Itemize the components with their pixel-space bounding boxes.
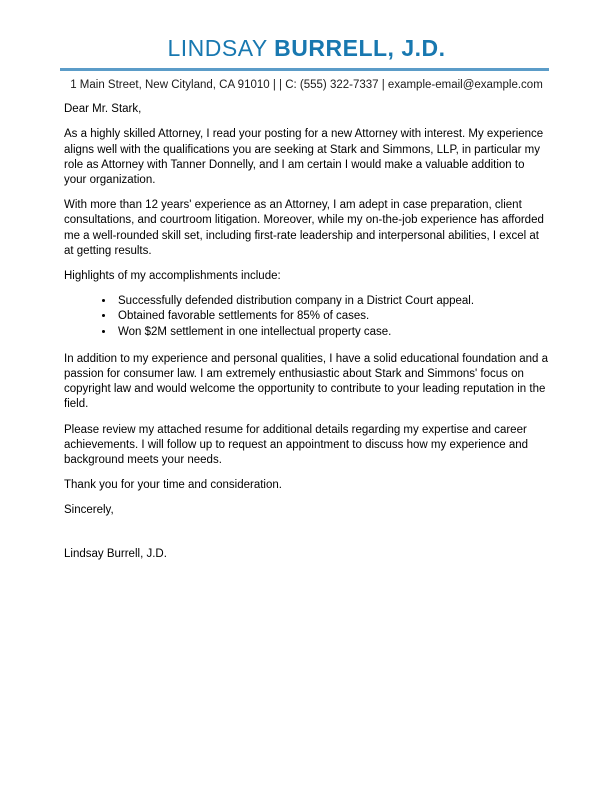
list-item: • Obtained favorable settlements for 85% of cases. <box>115 309 549 324</box>
paragraph-education: In addition to my experience and personal qualities, I have a solid educational foundation and a passion for consumer law. I am extremely enthusiastic about Stark and Simmons' focus on copyright law and would welcome the opportunity to contribute to your leading reputation in the field. <box>64 352 548 411</box>
letter-header <box>64 34 549 93</box>
contact-line: 1 Main Street, New Cityland, CA 91010 | | C: (555) 322-7337 | example-email@example.com <box>70 79 543 91</box>
last-name-suffix: BURRELL, J.D. <box>274 35 446 61</box>
list-item: • Successfully defended distribution company in a District Court appeal. <box>115 294 549 309</box>
signature-name: Lindsay Burrell, J.D. <box>64 547 167 560</box>
paragraph-intro: As a highly skilled Attorney, I read your posting for a new Attorney with interest. My experience aligns well with the qualifications you are seeking at Stark and Simmons, LLP, in particular my role as Attorney with Tanner Donnelly, and I am certain I would make a valuable addition to your organization. <box>64 128 544 187</box>
paragraph-highlights-intro: Highlights of my accomplishments include: <box>64 270 281 283</box>
letter-body <box>64 102 549 562</box>
page-title <box>64 34 549 62</box>
paragraph-follow-up: Please review my attached resume for additional details regarding my expertise and career achievements. I will follow up to request an appointment to discuss how my experience and background meets your needs. <box>64 423 529 467</box>
closing: Sincerely, <box>64 504 114 517</box>
highlights-list <box>64 294 549 340</box>
paragraph-experience: With more than 12 years' experience as an Attorney, I am adept in case preparation, client consultations, and courtroom litigation. Moreover, while my on-the-job experience has afforded me a well-rounded skill set, including first-rate leadership and interpersonal abilities, I excel at at getting results. <box>64 199 544 257</box>
list-item: • Won $2M settlement in one intellectual property case. <box>115 325 549 340</box>
paragraph-thanks: Thank you for your time and consideration. <box>64 479 282 492</box>
first-name: LINDSAY <box>167 35 268 61</box>
header-divider <box>60 68 549 71</box>
salutation: Dear Mr. Stark, <box>64 103 142 116</box>
